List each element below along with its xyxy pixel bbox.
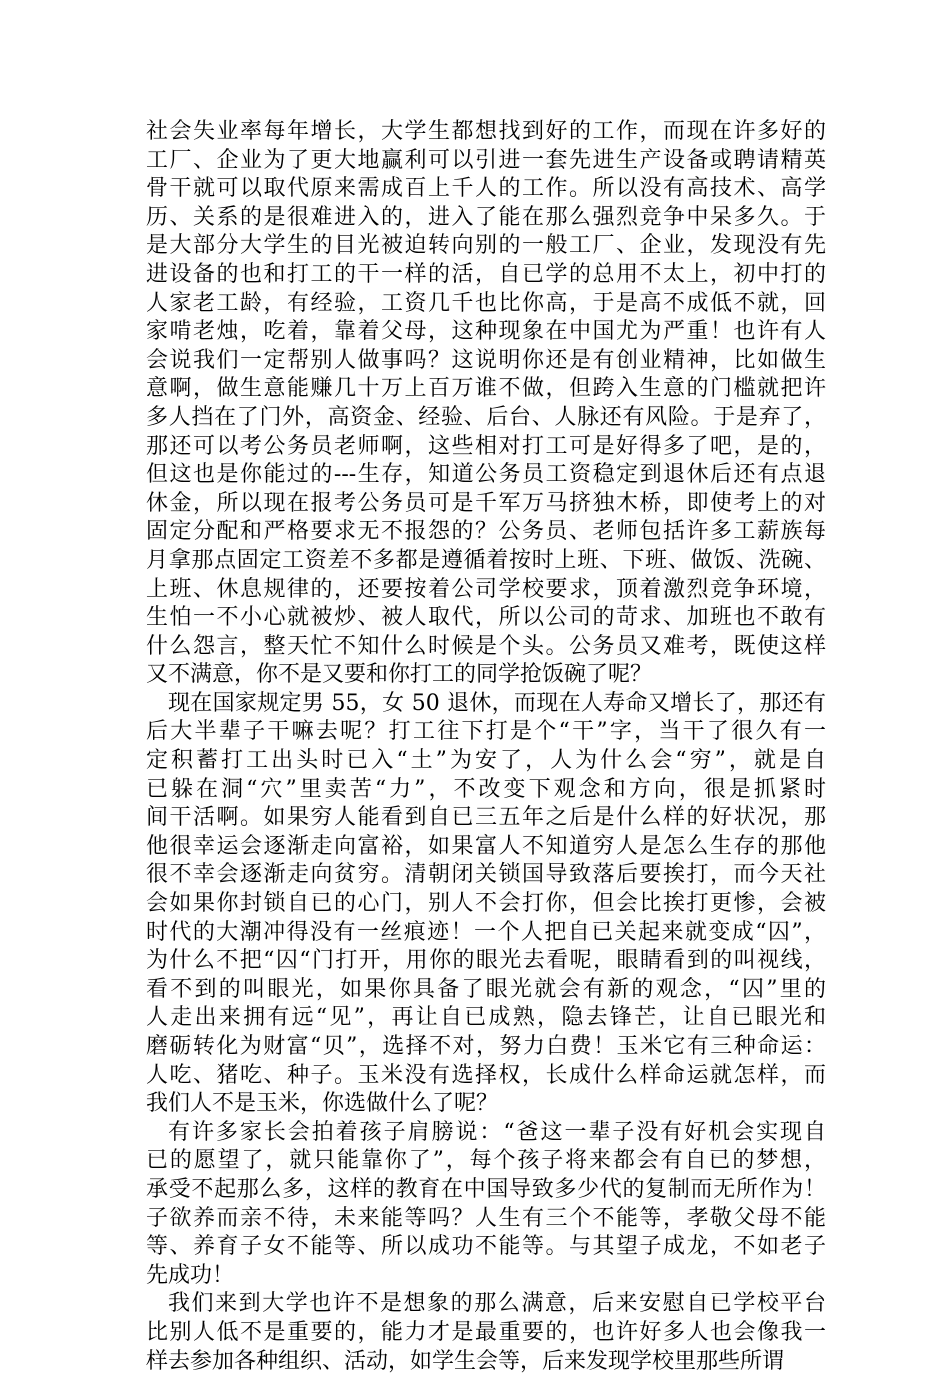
text-line: 人家老工龄，有经验，工资几千也比你高，于是高不成低不就，回 [146, 290, 826, 316]
text-line: 固定分配和严格要求无不报怨的？公务员、老师包括许多工薪族每 [146, 519, 826, 545]
text-line: 有许多家长会拍着孩子肩膀说：“爸这一辈子没有好机会实现自 [168, 1119, 826, 1145]
text-line: 磨砺转化为财富“贝”，选择不对，努力白费！玉米它有三种命运： [146, 1034, 826, 1059]
text-line: 等、养育子女不能等、所以成功不能等。与其望子成龙，不如老子 [146, 1234, 826, 1260]
text-line: 休金，所以现在报考公务员可是千军万马挤独木桥，即使考上的对 [146, 490, 826, 516]
text-line: 会如果你封锁自已的心门，别人不会打你，但会比挨打更惨，会被 [146, 891, 826, 917]
text-line: 承受不起那么多，这样的教育在中国导致多少代的复制而无所作为！ [146, 1176, 826, 1202]
text-line: 比别人低不是重要的，能力才是最重要的，也许好多人也会像我一 [146, 1319, 826, 1345]
text-line: 已躲在洞“穴”里卖苦“力”，不改变下观念和方向，很是抓紧时 [146, 776, 826, 802]
document-page [146, 118, 826, 1376]
text-line: 人吃、猪吃、种子。玉米没有选择权，长成什么样命运就怎样，而 [146, 1062, 826, 1088]
text-line: 是大部分大学生的目光被迫转向别的一般工厂、企业，发现没有先 [146, 233, 826, 259]
text-line: 现在国家规定男 55，女 50 退休，而现在人寿命又增长了，那还有 [168, 690, 826, 716]
text-line: 后大半辈子干嘛去呢？打工往下打是个“干”字，当干了很久有一 [146, 719, 826, 745]
text-line: 很不幸会逐渐走向贫穷。清朝闭关锁国导致落后要挨打，而今天社 [146, 862, 826, 888]
text-line: 历、关系的是很难进入的，进入了能在那么强烈竞争中呆多久。于 [146, 204, 826, 230]
text-line: 月拿那点固定工资差不多都是遵循着按时上班、下班、做饭、洗碗、 [146, 547, 826, 573]
text-line: 又不满意，你不是又要和你打工的同学抢饭碗了呢？ [146, 662, 653, 688]
text-line: 我们来到大学也许不是想象的那么满意，后来安慰自已学校平台 [168, 1291, 826, 1317]
text-line: 样去参加各种组织、活动，如学生会等，后来发现学校里那些所谓 [146, 1348, 785, 1374]
text-line: 人走出来拥有远“见”，再让自已成熟，隐去锋芒，让自已眼光和 [146, 1005, 826, 1031]
text-line: 上班、休息规律的，还要按着公司学校要求，顶着激烈竞争环境， [146, 576, 826, 602]
text-line: 我们人不是玉米，你选做什么了呢？ [146, 1091, 499, 1117]
paragraph [146, 1119, 826, 1291]
text-line: 时代的大潮冲得没有一丝痕迹！一个人把自已关起来就变成“囚”， [146, 919, 826, 945]
text-line: 已的愿望了，就只能靠你了”，每个孩子将来都会有自已的梦想， [146, 1148, 826, 1174]
text-line: 定积蓄打工出头时已入“土”为安了，人为什么会“穷”，就是自 [146, 748, 826, 774]
text-line: 社会失业率每年增长，大学生都想找到好的工作，而现在许多好的 [146, 119, 826, 144]
paragraph [146, 118, 826, 690]
text-line: 工厂、企业为了更大地赢利可以引进一套先进生产设备或聘请精英 [146, 147, 826, 173]
text-line: 那还可以考公务员老师啊，这些相对打工可是好得多了吧，是的， [146, 433, 826, 459]
text-line: 生怕一不小心就被炒、被人取代，所以公司的苛求、加班也不敢有 [146, 605, 826, 631]
text-line: 意啊，做生意能赚几十万上百万谁不做，但跨入生意的门槛就把许 [146, 376, 826, 402]
text-line: 看不到的叫眼光，如果你具备了眼光就会有新的观念，“囚”里的 [146, 976, 826, 1002]
paragraph [146, 1290, 826, 1376]
text-line: 家啃老烛，吃着，靠着父母，这种现象在中国尤为严重！也许有人 [146, 319, 826, 345]
text-line: 但这也是你能过的---生存，知道公务员工资稳定到退休后还有点退 [146, 462, 826, 488]
text-line: 进设备的也和打工的干一样的活，自已学的总用不太上，初中打的 [146, 261, 826, 287]
text-line: 他很幸运会逐渐走向富裕，如果富人不知道穷人是怎么生存的那他 [146, 833, 826, 859]
text-line: 先成功！ [146, 1262, 235, 1288]
text-line: 什么怨言，整天忙不知什么时候是个头。公务员又难考，既使这样 [146, 633, 826, 659]
text-line: 为什么不把“囚“门打开，用你的眼光去看呢，眼睛看到的叫视线， [146, 948, 826, 974]
text-line: 多人挡在了门外，高资金、经验、后台、人脉还有风险。于是弃了， [146, 404, 826, 430]
text-line: 子欲养而亲不待，未来能等吗？人生有三个不能等，孝敬父母不能 [146, 1205, 826, 1231]
text-line: 会说我们一定帮别人做事吗？这说明你还是有创业精神，比如做生 [146, 347, 826, 373]
text-line: 骨干就可以取代原来需成百上千人的工作。所以没有高技术、高学 [146, 176, 826, 202]
text-line: 间干活啊。如果穷人能看到自已三五年之后是什么样的好状况，那 [146, 805, 826, 831]
paragraph [146, 690, 826, 1119]
